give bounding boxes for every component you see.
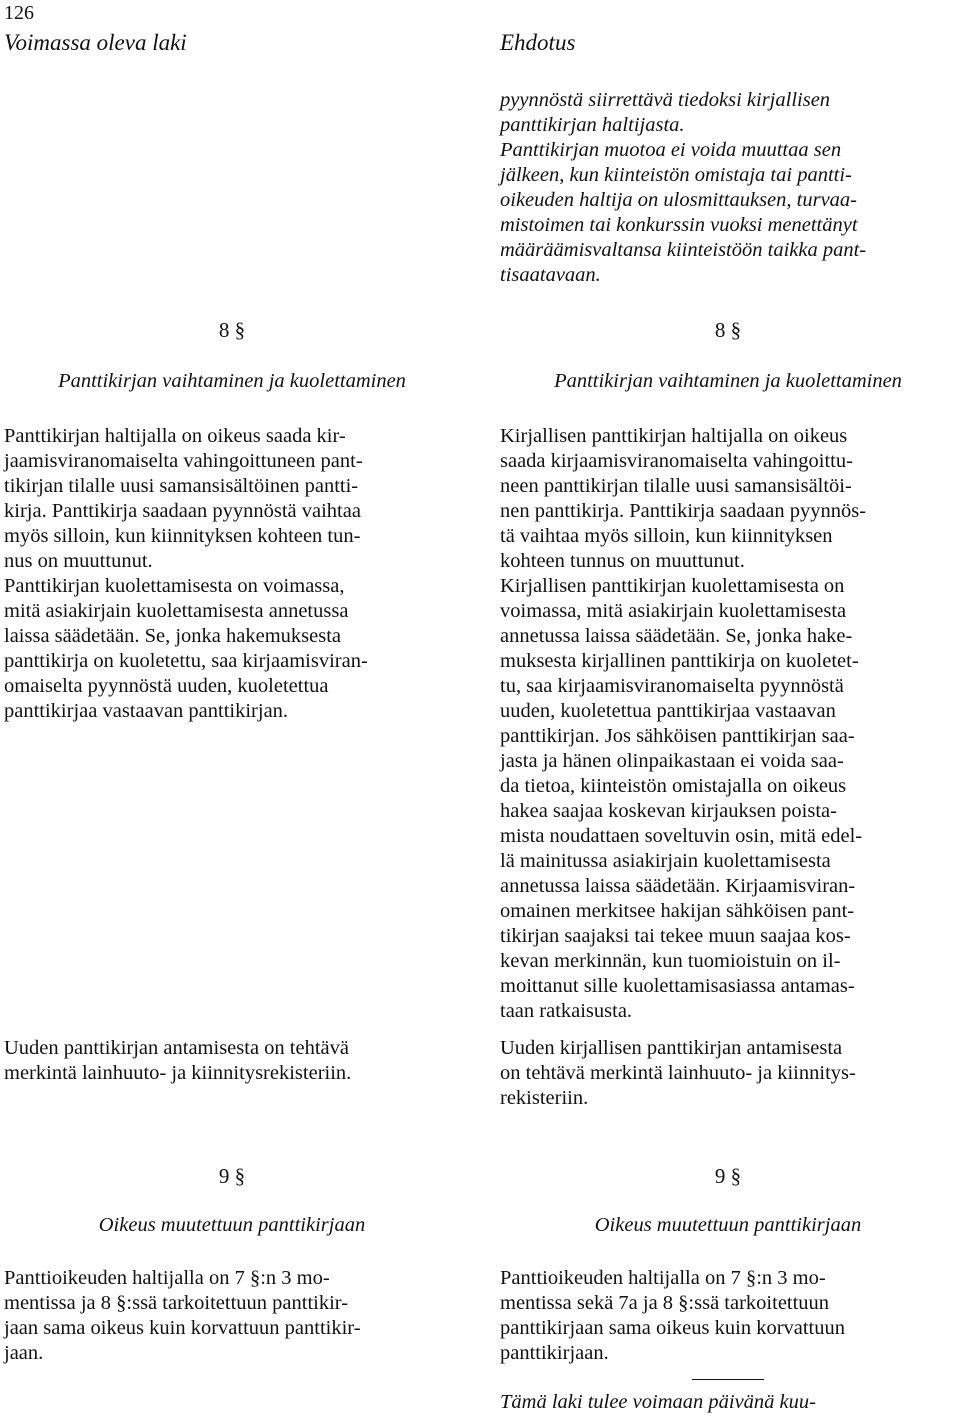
text-line: määräämisvaltansa kiinteistöön taikka pant- — [500, 239, 867, 261]
text-line: Tämä laki tulee voimaan päivänä kuu- — [500, 1391, 816, 1413]
text-line: mitä asiakirjain kuolettamisesta annetussa — [4, 600, 349, 622]
text-line: mistoimen tai konkurssin vuoksi menettänyt — [500, 214, 858, 236]
text-line: Uuden kirjallisen panttikirjan antamisesta — [500, 1037, 843, 1059]
text-line: laissa säädetään. Se, jonka hakemuksesta — [4, 625, 341, 647]
text-line: Kirjallisen panttikirjan haltijalla on oikeus — [500, 425, 848, 447]
text-line: panttikirjaan sama oikeus kuin korvattuun — [500, 1317, 846, 1339]
text-line: jälkeen, kun kiinteistön omistaja tai pantti- — [500, 164, 852, 186]
text-line: kevan merkinnän, kun tuomioistuin on il- — [500, 950, 841, 972]
right-column-heading: Ehdotus — [500, 30, 576, 55]
page-number: 126 — [4, 2, 34, 24]
section-8-right-paragraph-1 — [500, 424, 956, 574]
text-line: oikeuden haltija on ulosmittauksen, turvaa- — [500, 189, 857, 211]
text-line: jaan. — [4, 1342, 44, 1364]
right-top-continuation — [500, 88, 956, 288]
text-line: panttikirjan haltijasta. — [500, 114, 685, 136]
text-line: neen panttikirjan tilalle uusi samansisältöi- — [500, 475, 852, 497]
text-line: mista noudattaen soveltuvin osin, mitä edel- — [500, 825, 863, 847]
text-line: merkintä lainhuuto- ja kiinnitysrekisteriin. — [4, 1062, 352, 1084]
section-9-right-paragraph — [500, 1266, 956, 1366]
text-line: Panttioikeuden haltijalla on 7 §:n 3 mo- — [500, 1267, 826, 1289]
section-8-number-right: 8 § — [714, 318, 742, 342]
text-line: muksesta kirjallinen panttikirja on kuoletet- — [500, 650, 859, 672]
text-line: jaamisviranomaiselta vahingoittuneen pant- — [4, 450, 363, 472]
section-8-right-paragraph-3 — [500, 1036, 956, 1111]
separator-rule — [692, 1379, 764, 1380]
text-line: uuden, kuoletettua panttikirjaa vastaavan — [500, 700, 836, 722]
section-8-title-right: Panttikirjan vaihtaminen ja kuolettaminen — [554, 370, 902, 392]
section-8-left-paragraph-2 — [4, 574, 460, 724]
section-9-number-right: 9 § — [714, 1164, 742, 1188]
text-line: annetussa laissa säädetään. Se, jonka hake- — [500, 625, 853, 647]
text-line: da tietoa, kiinteistön omistajalla on oikeus — [500, 775, 847, 797]
text-line: lä mainitussa asiakirjain kuolettamisesta — [500, 850, 831, 872]
text-line: jaan sama oikeus kuin korvattuun panttikir- — [4, 1317, 361, 1339]
text-line: tisaatavaan. — [500, 264, 601, 286]
left-column-heading: Voimassa oleva laki — [4, 30, 187, 55]
text-line: nus on muuttunut. — [4, 550, 153, 572]
text-line: Panttioikeuden haltijalla on 7 §:n 3 mo- — [4, 1267, 330, 1289]
closing-clause — [500, 1390, 956, 1415]
text-line: panttikirja on kuoletettu, saa kirjaamisviran- — [4, 650, 368, 672]
text-line: nen panttikirja. Panttikirja saadaan pyynnös- — [500, 500, 867, 522]
text-line: myös silloin, kun kiinnityksen kohteen tun- — [4, 525, 361, 547]
text-line: hakea saajaa koskevan kirjauksen poista- — [500, 800, 837, 822]
text-line: on tehtävä merkintä lainhuuto- ja kiinnitys- — [500, 1062, 856, 1084]
text-line: annetussa laissa säädetään. Kirjaamisviran- — [500, 875, 856, 897]
section-8-number-left: 8 § — [218, 318, 246, 342]
text-line: pyynnöstä siirrettävä tiedoksi kirjallisen — [500, 89, 831, 111]
section-8-right-paragraph-2 — [500, 574, 956, 1024]
text-line: kirja. Panttikirja saadaan pyynnöstä vaihtaa — [4, 500, 361, 522]
section-9-title-right: Oikeus muutettuun panttikirjaan — [594, 1214, 862, 1236]
section-8-left-paragraph-1 — [4, 424, 460, 574]
text-line: kohteen tunnus on muuttunut. — [500, 550, 745, 572]
section-9-number-left: 9 § — [218, 1164, 246, 1188]
section-8-left-paragraph-3 — [4, 1036, 460, 1086]
text-line: omainen merkitsee hakijan sähköisen pant- — [500, 900, 855, 922]
section-9-left-paragraph — [4, 1266, 460, 1366]
text-line: Panttikirjan haltijalla on oikeus saada kir- — [4, 425, 346, 447]
text-line: panttikirjan. Jos sähköisen panttikirjan saa- — [500, 725, 855, 747]
text-line: Kirjallisen panttikirjan kuolettamisesta on — [500, 575, 845, 597]
text-line: Panttikirjan muotoa ei voida muuttaa sen — [500, 139, 842, 161]
text-line: Panttikirjan kuolettamisesta on voimassa, — [4, 575, 345, 597]
text-line: voimassa, mitä asiakirjain kuolettamisesta — [500, 600, 847, 622]
text-line: tikirjan tilalle uusi samansisältöinen pantti- — [4, 475, 359, 497]
text-line: panttikirjaan. — [500, 1342, 609, 1364]
text-line: mentissa sekä 7a ja 8 §:ssä tarkoitettuun — [500, 1292, 830, 1314]
text-line: rekisteriin. — [500, 1087, 589, 1109]
text-line: jasta ja hänen olinpaikastaan ei voida saa- — [500, 750, 844, 772]
text-line: panttikirjaa vastaavan panttikirjan. — [4, 700, 289, 722]
text-line: taan ratkaisusta. — [500, 1000, 633, 1022]
text-line: Uuden panttikirjan antamisesta on tehtävä — [4, 1037, 349, 1059]
section-8-title-left: Panttikirjan vaihtaminen ja kuolettaminen — [58, 370, 406, 392]
text-line: tu, saa kirjaamisviranomaiselta pyynnöstä — [500, 675, 844, 697]
text-line: mentissa ja 8 §:ssä tarkoitettuun panttikir- — [4, 1292, 349, 1314]
text-line: tikirjan saajaksi tai tekee muun saajaa kos- — [500, 925, 851, 947]
section-9-title-left: Oikeus muutettuun panttikirjaan — [98, 1214, 366, 1236]
text-line: saada kirjaamisviranomaiselta vahingoittu- — [500, 450, 853, 472]
text-line: moittanut sille kuolettamisasiassa antamas- — [500, 975, 855, 997]
text-line: omaiselta pyynnöstä uuden, kuoletettua — [4, 675, 329, 697]
text-line: tä vaihtaa myös silloin, kun kiinnityksen — [500, 525, 833, 547]
